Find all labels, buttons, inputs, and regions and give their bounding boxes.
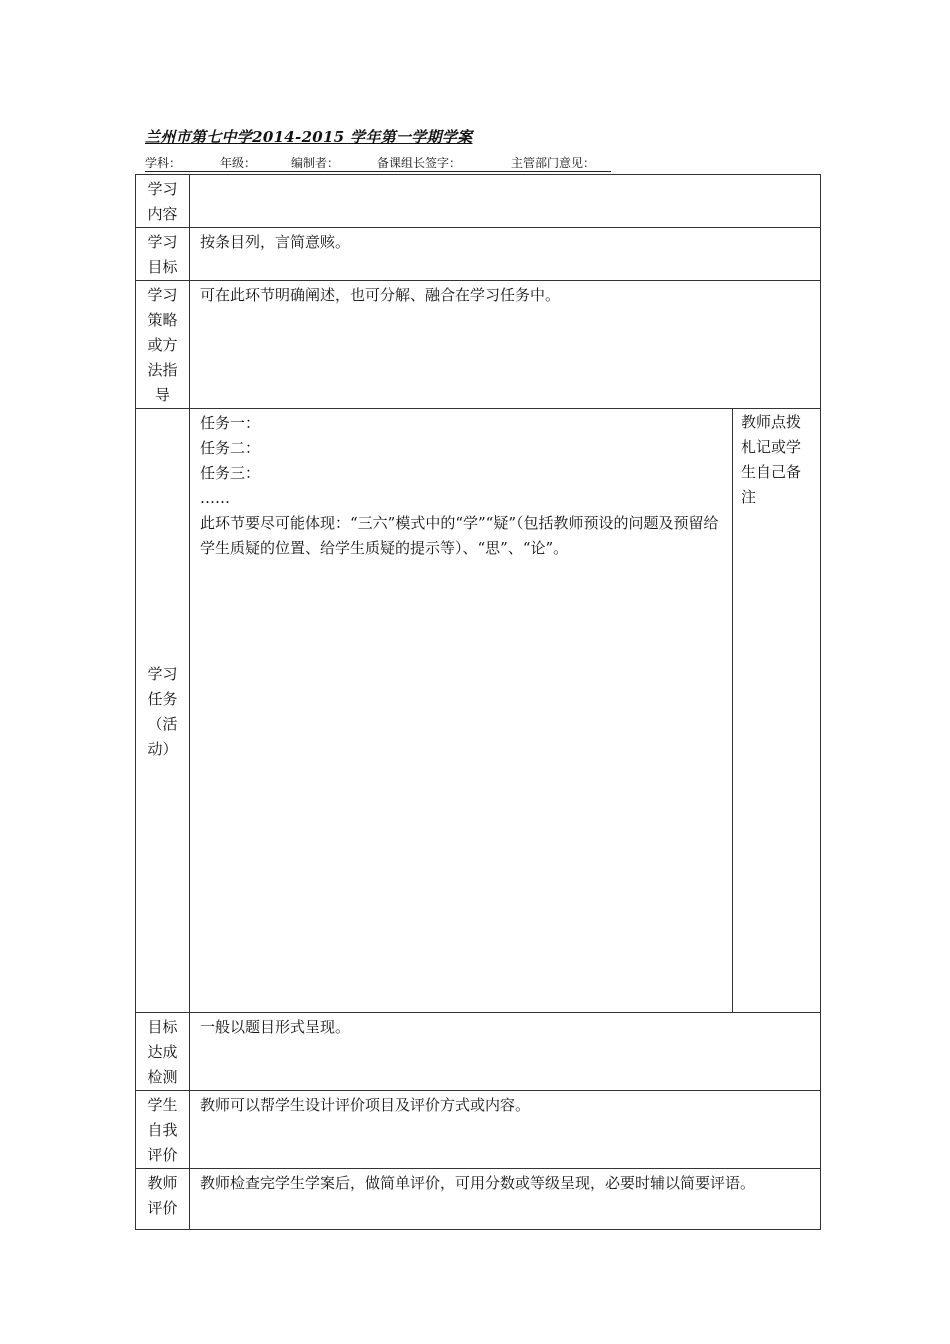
teacher-eval-cell: 教师检查完学生学案后，做简单评价，可用分数或等级呈现，必要时辅以简要评语。	[190, 1169, 821, 1230]
check-cell: 一般以题目形式呈现。	[190, 1013, 821, 1091]
task-1: 任务一：	[200, 414, 261, 432]
subject-field-label: 学科：	[145, 156, 182, 170]
label-self-eval: 学生自我评价	[136, 1091, 190, 1169]
page-title: 兰州市第七中学2014-2015 学年第一学期学案	[145, 128, 473, 146]
label-goals: 学习目标	[136, 228, 190, 281]
tasks-note: 此环节要尽可能体现：“三六”模式中的“学”“疑”（包括教师预设的问题及预留给学生质疑的位置、给学生质疑的提示等）、“思”、“论”。	[200, 514, 719, 557]
self-eval-cell: 教师可以帮学生设计评价项目及评价方式或内容。	[190, 1091, 821, 1169]
label-tasks: 学习任务（活动）	[136, 409, 190, 1013]
department-opinion-label: 主管部门意见：	[511, 156, 596, 170]
author-field-label: 编制者：	[291, 156, 340, 170]
label-teacher-eval: 教师评价	[136, 1169, 190, 1230]
row-goals	[136, 228, 821, 281]
row-check	[136, 1013, 821, 1091]
task-ellipsis: ……	[200, 489, 230, 507]
row-self-eval	[136, 1091, 821, 1169]
row-teacher-eval	[136, 1169, 821, 1230]
goals-cell: 按条目列，言简意赅。	[190, 228, 821, 281]
label-check: 目标达成检测	[136, 1013, 190, 1091]
lesson-plan-table	[135, 174, 821, 1230]
group-leader-signature-label: 备课组长签字：	[377, 156, 462, 170]
content-cell	[190, 175, 821, 228]
task-3: 任务三：	[200, 464, 261, 482]
tasks-cell	[190, 409, 733, 1013]
row-tasks	[136, 409, 821, 1013]
task-2: 任务二：	[200, 439, 261, 457]
strategy-cell: 可在此环节明确阐述，也可分解、融合在学习任务中。	[190, 281, 821, 409]
grade-field-label: 年级：	[220, 156, 257, 170]
label-strategy: 学习策略或方法指导	[136, 281, 190, 409]
header-fields	[145, 154, 611, 172]
teacher-notes-cell: 教师点拨札记或学生自己备注	[733, 409, 821, 1013]
label-content: 学习内容	[136, 175, 190, 228]
row-content	[136, 175, 821, 228]
row-strategy	[136, 281, 821, 409]
